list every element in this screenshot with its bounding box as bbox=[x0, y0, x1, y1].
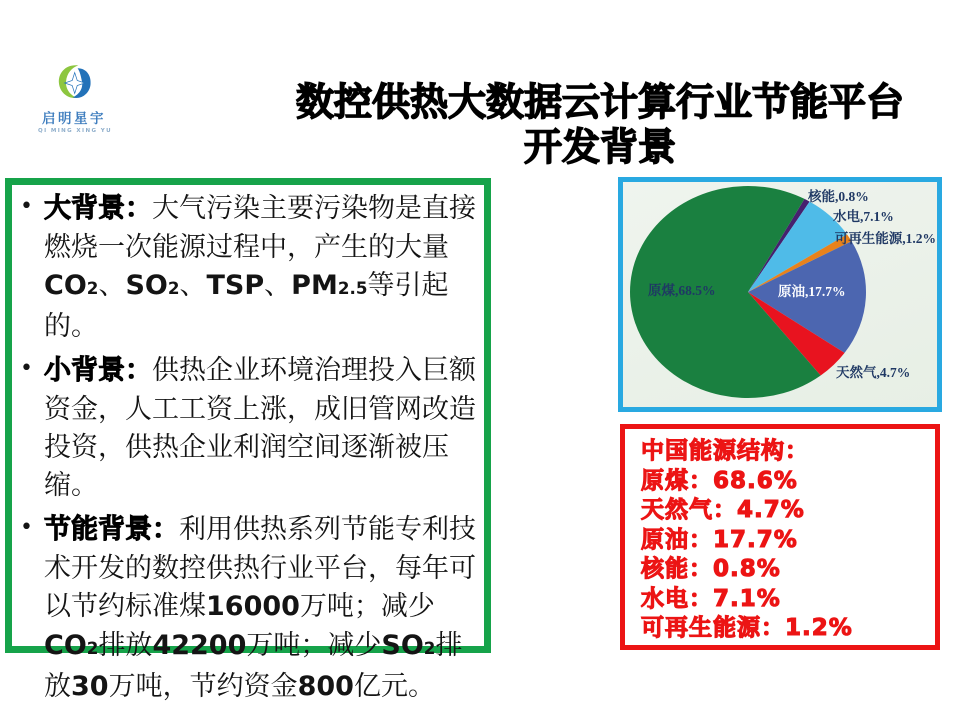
bullet-text-segment: SO bbox=[125, 270, 168, 301]
bullet-text-segment: 2 bbox=[86, 278, 99, 298]
bullet-text-segment: 万吨；减少 bbox=[299, 591, 435, 621]
bullet-text-segment: 万吨，节约资金 bbox=[108, 671, 298, 701]
bullet-text-segment: 排放 bbox=[98, 630, 153, 660]
pie-label-renewable: 可再生能源,1.2% bbox=[834, 231, 936, 246]
energy-structure-item-1: 原煤：68.6% bbox=[641, 467, 798, 494]
bullet-text-segment: 2 bbox=[167, 278, 180, 298]
energy-structure-item-5: 水电：7.1% bbox=[641, 585, 781, 612]
pie-label-crude-oil: 原油,17.7% bbox=[778, 284, 846, 299]
energy-pie-chart-panel bbox=[618, 177, 942, 412]
bullet-text-segment: SO bbox=[381, 630, 424, 661]
bullet-text-segment: 800 bbox=[297, 671, 354, 702]
bullet-text-segment: 16000 bbox=[206, 591, 300, 622]
logo-subtitle: QI MING XING YU bbox=[38, 128, 112, 134]
bullet-text-segment: 30 bbox=[71, 671, 109, 702]
energy-structure-item-4: 核能：0.8% bbox=[641, 556, 781, 582]
pie-label-nuclear: 核能,0.8% bbox=[808, 189, 869, 204]
bullet-text-segment: 大气污染主要污染物是直接燃烧一次能源过程中，产生的大量 bbox=[44, 193, 476, 262]
bullet-text-segment: 利用供热系列节能专利技术开发的数控供热行业平台，每年可以节约标准煤 bbox=[44, 514, 476, 621]
bullet-text-segment: 2 bbox=[86, 638, 99, 658]
bullet-text-segment: 亿元。 bbox=[353, 671, 435, 701]
logo-name: 启明星宇 bbox=[42, 111, 106, 127]
slide-title-line-1: 数控供热大数据云计算行业节能平台 bbox=[295, 80, 904, 124]
bullet-text-segment: 42200 bbox=[152, 630, 247, 661]
background-text-panel bbox=[5, 178, 491, 702]
energy-structure-title: 中国能源结构： bbox=[641, 438, 809, 464]
bullet-text-segment: 、 bbox=[179, 270, 207, 300]
energy-structure-item-3: 原油：17.7% bbox=[641, 526, 798, 553]
pie-label-natural-gas: 天然气,4.7% bbox=[836, 365, 911, 380]
bullet-text-segment: PM bbox=[291, 270, 338, 301]
pie-label-hydro: 水电,7.1% bbox=[833, 209, 894, 224]
bullet-item-1 bbox=[14, 189, 484, 345]
pie-label-raw-coal: 原煤,68.5% bbox=[648, 283, 716, 298]
bullet-text-segment: 、 bbox=[98, 270, 126, 300]
bullet-text-segment: 2 bbox=[423, 638, 436, 658]
slide-title bbox=[250, 80, 950, 170]
bullet-text-segment: 供热企业环境治理投入巨额资金，人工工资上涨，成旧管网改造投资，供热企业利润空间逐渐被压缩。 bbox=[44, 355, 476, 500]
energy-structure-item-2: 天然气：4.7% bbox=[641, 497, 805, 523]
bullet-list bbox=[14, 189, 484, 706]
bullet-lead: 节能背景： bbox=[44, 514, 179, 545]
bullet-item-2 bbox=[14, 351, 484, 504]
bullet-text-segment: TSP bbox=[206, 270, 265, 301]
bullet-text-segment: 万吨；减少 bbox=[246, 630, 382, 660]
bullet-text-segment: 排放 bbox=[44, 630, 463, 701]
bullet-text-segment: CO bbox=[44, 630, 87, 661]
bullet-text-segment: 等引起的。 bbox=[44, 270, 449, 341]
energy-structure-item-6: 可再生能源：1.2% bbox=[641, 615, 853, 641]
bullet-lead: 大背景： bbox=[44, 193, 152, 224]
bullet-text-segment: 2.5 bbox=[337, 278, 368, 298]
bullet-text-segment: CO bbox=[44, 270, 87, 301]
energy-structure-list bbox=[641, 467, 935, 644]
slide-title-line-2: 开发背景 bbox=[523, 125, 676, 169]
energy-pie-chart bbox=[623, 182, 937, 407]
energy-structure-panel bbox=[620, 424, 940, 650]
company-logo-icon bbox=[56, 62, 92, 104]
bullet-item-3 bbox=[14, 510, 484, 706]
bullet-lead: 小背景： bbox=[44, 355, 152, 386]
bullet-text-segment: 、 bbox=[264, 270, 292, 300]
company-logo bbox=[38, 62, 110, 134]
